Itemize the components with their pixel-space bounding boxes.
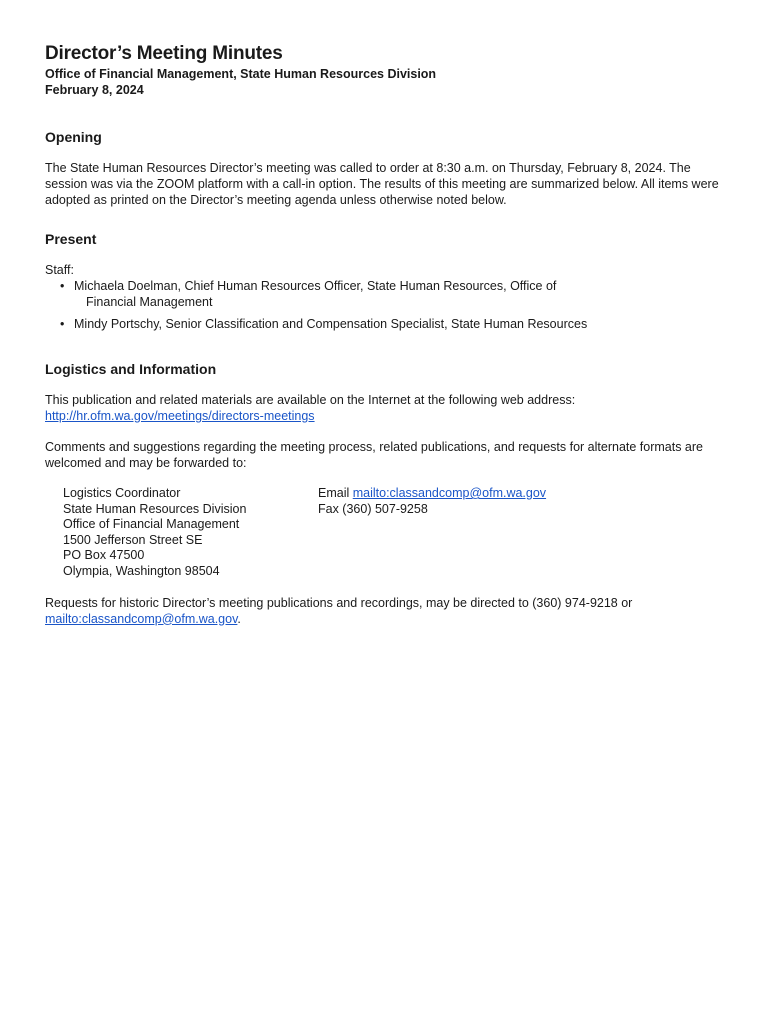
staff-label: Staff: — [45, 263, 74, 277]
requests-paragraph — [45, 595, 735, 627]
address-line: 1500 Jefferson Street SE — [63, 532, 203, 547]
email-label: Email — [318, 486, 353, 500]
requests-end: . — [237, 611, 241, 626]
opening-paragraph: The State Human Resources Director’s meeting was called to order at 8:30 a.m. on Thursday, February 8, 2024. The session was via the ZOOM platform with a call-in option. The results of this meeting are summarized below. All items were adopted as printed on the Director’s meeting agenda unless otherwise noted below. — [45, 161, 719, 207]
address-line: PO Box 47500 — [63, 548, 145, 563]
email-line — [318, 486, 546, 502]
address-line: Olympia, Washington 98504 — [63, 563, 220, 578]
staff-list — [45, 278, 735, 332]
document-organization: Office of Financial Management, State Human Resources Division — [45, 67, 437, 81]
contact-block — [45, 486, 735, 580]
logistics-paragraph — [45, 392, 735, 424]
requests-text: Requests for historic Director’s meeting publications and recordings, may be directed to (360) 974-9218 or — [45, 595, 633, 610]
mailing-address — [63, 486, 318, 580]
comments-paragraph: Comments and suggestions regarding the meeting process, related publications, and requests for alternate formats are welcomed and may be forwarded to: — [45, 440, 704, 470]
staff-name-line: Michaela Doelman, Chief Human Resources Officer, State Human Resources, Office of — [74, 279, 557, 293]
staff-name-line-continued: Financial Management — [86, 295, 213, 309]
logistics-heading: Logistics and Information — [45, 361, 217, 377]
logistics-text: This publication and related materials are available on the Internet at the following web address: — [45, 393, 576, 407]
document-date: February 8, 2024 — [45, 83, 144, 97]
opening-heading: Opening — [45, 129, 102, 145]
present-heading: Present — [45, 231, 97, 247]
address-line: State Human Resources Division — [63, 501, 247, 516]
fax-line: Fax (360) 507-9258 — [318, 501, 428, 516]
meetings-url-link[interactable]: http://hr.ofm.wa.gov/meetings/directors-meetings — [45, 409, 315, 423]
document-title: Director’s Meeting Minutes — [45, 43, 283, 64]
bullet-icon: • — [60, 317, 65, 331]
staff-list-item — [57, 278, 634, 310]
staff-name-line: Mindy Portschy, Senior Classification and Compensation Specialist, State Human Resources — [74, 317, 588, 331]
address-line: Office of Financial Management — [63, 517, 240, 532]
bullet-icon: • — [60, 279, 65, 293]
document-page — [45, 42, 735, 627]
email-link[interactable]: mailto:classandcomp@ofm.wa.gov — [352, 486, 547, 500]
requests-email-link[interactable]: mailto:classandcomp@ofm.wa.gov — [45, 611, 238, 626]
address-line: Logistics Coordinator — [63, 486, 181, 500]
contact-info — [318, 486, 546, 580]
staff-list-item — [57, 316, 634, 332]
